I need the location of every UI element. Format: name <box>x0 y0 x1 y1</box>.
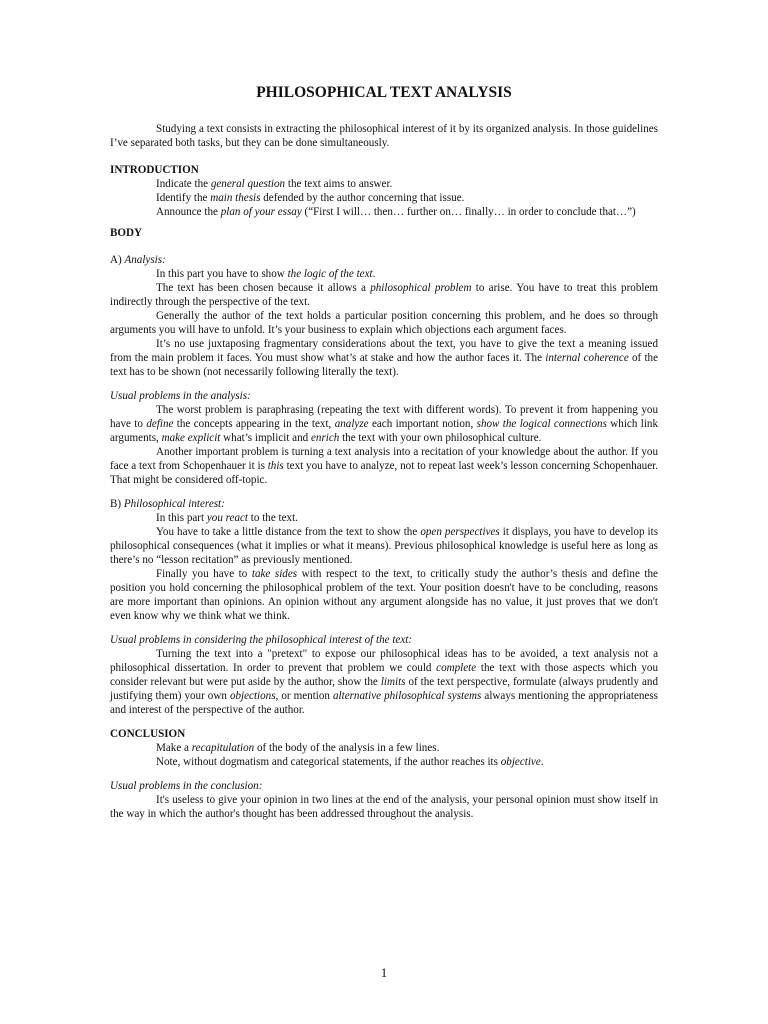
interest-paragraph-3: Finally you have to take sides with respect to the text, to critically study the author’s thesis and define the position you hold concerning the philosophical problem of the text. Your position doesn't have to be concluding, reasons are more important than opinions. An opinion without any argument alongside has no value, it just proves that we don't even know why we think what we think. <box>110 568 658 622</box>
analysis-problems-label: Usual problems in the analysis: <box>110 390 251 402</box>
document-title: PHILOSOPHICAL TEXT ANALYSIS <box>256 84 512 101</box>
interest-problems-paragraph-1: Turning the text into a "pretext" to expose our philosophical ideas has to be avoided, a text analysis not a philosophical dissertation. In order to prevent that problem we could complete the text with those aspects which you consider relevant but were put aside by the author, show the limits of the text perspective, formulate (always prudently and justifying them) your own objections, or mention alternative philosophical systems always mentioning the appropriateness and interest of the perspective of the author. <box>110 648 658 716</box>
introduction-line-3: Announce the plan of your essay (“First I will… then… further on… finally… in order to conclude that…”) <box>156 206 636 218</box>
conclusion-heading: CONCLUSION <box>110 728 186 740</box>
page-number: 1 <box>380 965 388 980</box>
introduction-line-2: Identify the main thesis defended by the author concerning that issue. <box>156 192 465 204</box>
analysis-paragraph-2: The text has been chosen because it allows a philosophical problem to arise. You have to treat this problem indirectly through the perspective of the text. <box>110 282 658 308</box>
analysis-problems-paragraph-2: Another important problem is turning a text analysis into a recitation of your knowledge about the author. If you face a text from Schopenhauer it is this text you have to analyze, not to repeat last week’s lesson concerning Schopenhauer. That might be considered off-topic. <box>110 446 658 486</box>
conclusion-line-2: Note, without dogmatism and categorical statements, if the author reaches its objective. <box>156 756 544 768</box>
analysis-paragraph-1: In this part you have to show the logic of the text. <box>156 268 376 280</box>
analysis-problems-paragraph-1: The worst problem is paraphrasing (repeating the text with different words). To prevent it from happening you have to define the concepts appearing in the text, analyze each important notion, show the logical connections which link arguments, make explicit what’s implicit and enrich the text with your own philosophical culture. <box>110 404 658 444</box>
interest-paragraph-1: In this part you react to the text. <box>156 512 298 524</box>
analysis-paragraph-3: Generally the author of the text holds a particular position concerning this problem, and he does so through arguments you will have to unfold. It’s your business to explain which objections each argument faces. <box>110 310 658 336</box>
conclusion-line-1: Make a recapitulation of the body of the analysis in a few lines. <box>156 742 440 754</box>
introduction-heading: INTRODUCTION <box>110 164 199 176</box>
interest-paragraph-2: You have to take a little distance from the text to show the open perspectives it displays, you have to develop its philosophical consequences (what it implies or what it means). Previous philosophical knowledge is useful here as long as there’s no “lesson recitation” as previously mentioned. <box>110 526 659 566</box>
conclusion-problems-label: Usual problems in the conclusion: <box>110 780 263 792</box>
introduction-line-1: Indicate the general question the text aims to answer. <box>156 178 393 190</box>
analysis-paragraph-4: It’s no use juxtaposing fragmentary considerations about the text, you have to give the text a meaning issued from the main problem it faces. You must show what’s at stake and how the author faces it. The internal coherence of the text has to be shown (not necessarily following literally the text). <box>110 338 658 378</box>
conclusion-problems-paragraph-1: It's useless to give your opinion in two lines at the end of the analysis, your personal opinion must show itself in the way in which the author's thought has been addressed throughout the analysis. <box>110 794 658 820</box>
interest-problems-label: Usual problems in considering the philosophical interest of the text: <box>110 634 413 646</box>
body-heading: BODY <box>110 227 143 239</box>
analysis-label: A) Analysis: <box>110 254 166 266</box>
intro-paragraph: Studying a text consists in extracting the philosophical interest of it by its organized analysis. In those guidelines I’ve separated both tasks, but they can be done simultaneously. <box>110 123 658 149</box>
interest-label: B) Philosophical interest: <box>110 498 225 510</box>
